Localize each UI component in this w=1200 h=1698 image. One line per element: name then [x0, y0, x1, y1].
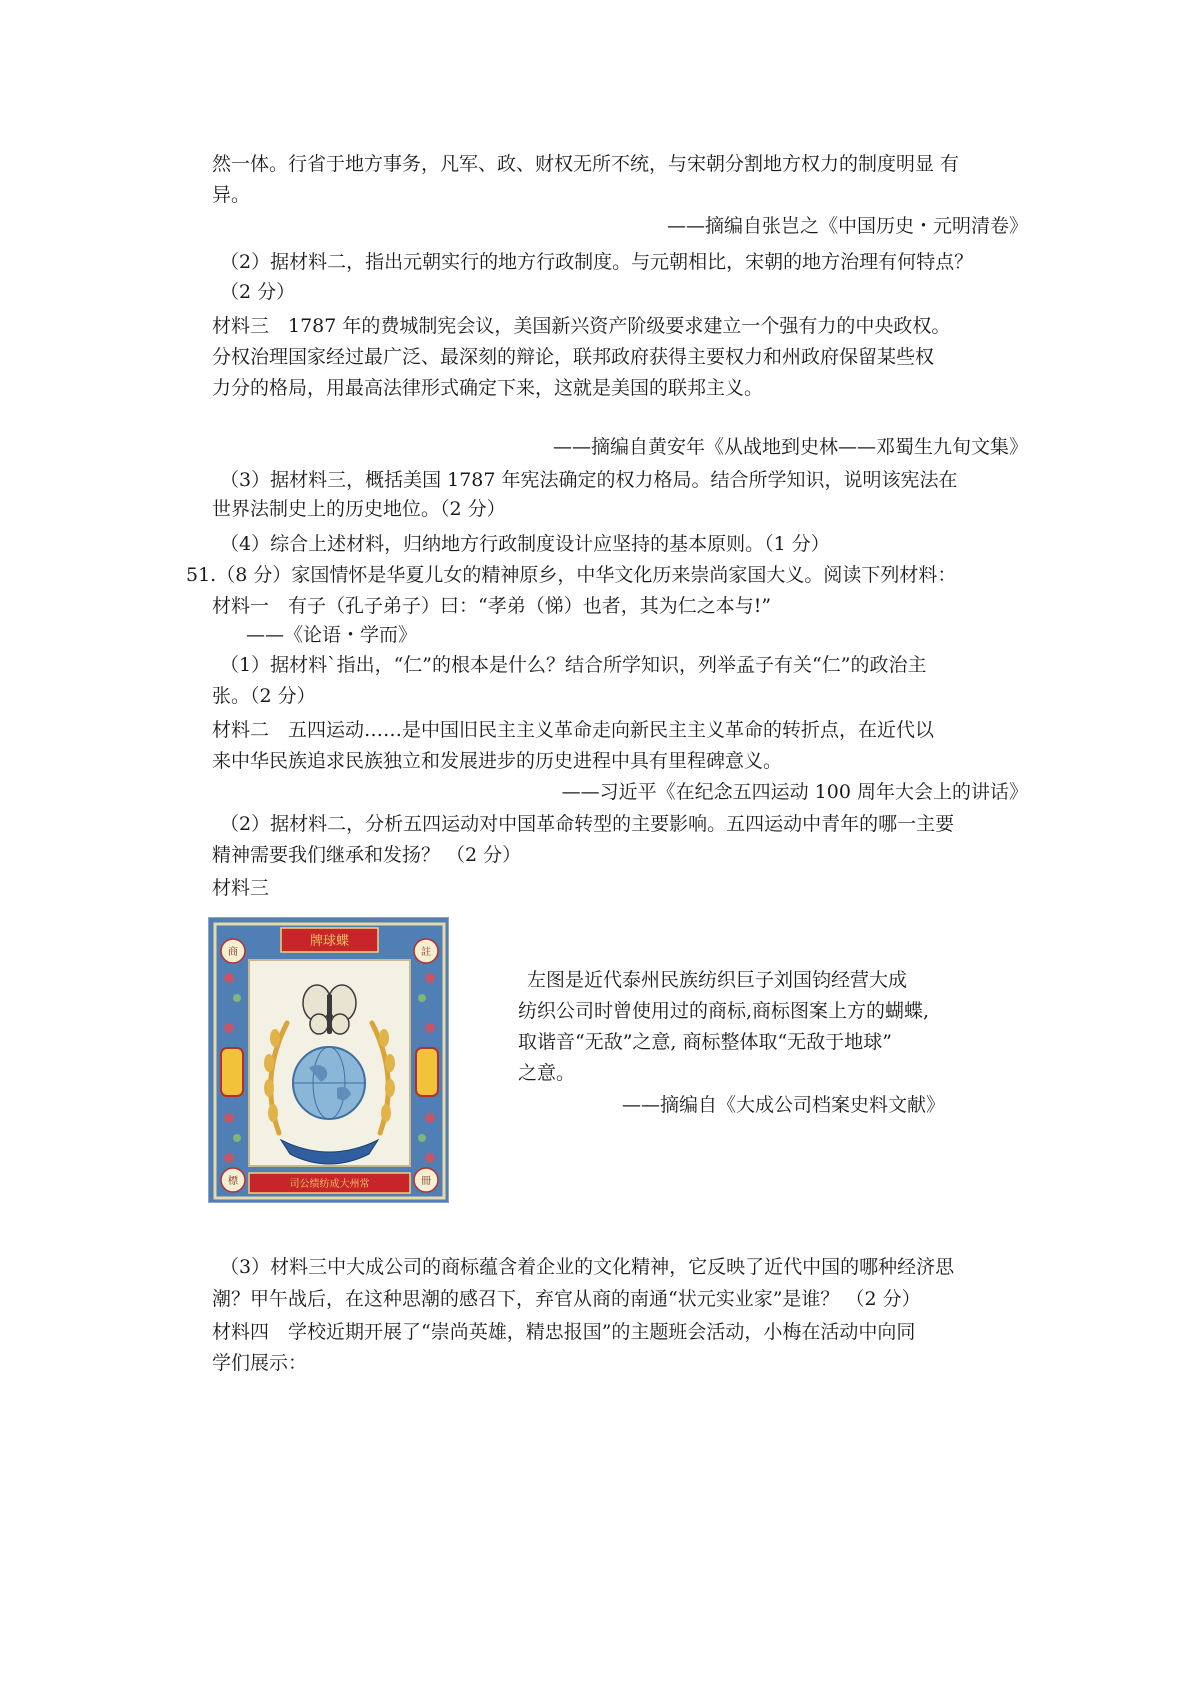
material-2-line: 来中华民族追求民族独立和发展进步的历史进程中具有里程碑意义。: [212, 750, 783, 772]
question-51-1-cont: 张。（2 分）: [212, 685, 316, 707]
material-3-line: 材料三 1787 年的费城制宪会议，美国新兴资产阶级要求建立一个强有力的中央政权。: [212, 315, 951, 337]
caption-source: ——摘编自《大成公司档案史料文献》: [622, 1094, 946, 1116]
trademark-banner-top: 牌球蝶: [309, 934, 350, 949]
material-4-line: 材料四 学校近期开展了“崇尚英雄，精忠报国”的主题班会活动，小梅在活动中向同: [212, 1321, 916, 1343]
question-51-intro: 51.（8 分）家国情怀是华夏儿女的精神原乡，中华文化历来崇尚家国大义。阅读下列材料：: [186, 564, 957, 586]
text-line: 然一体。行省于地方事务，凡军、政、财权无所不统，与宋朝分割地方权力的制度明显 有: [212, 153, 960, 175]
question-51-3: （3）材料三中大成公司的商标蕴含着企业的文化精神，它反映了近代中国的哪种经济思: [220, 1256, 955, 1278]
trademark-image: [208, 917, 449, 1203]
trademark-corner: 標: [228, 1176, 238, 1187]
question-3-cont: 世界法制史上的历史地位。（2 分）: [212, 498, 506, 520]
material-3-label: 材料三: [212, 877, 270, 899]
question-51-2-cont: 精神需要我们继承和发扬？ （2 分）: [212, 844, 522, 866]
question-51-1: （1）据材料`指出，“仁”的根本是什么？结合所学知识，列举孟子有关“仁”的政治主: [220, 654, 927, 676]
source-citation: ——摘编自张岂之《中国历史・元明清卷》: [666, 215, 1028, 237]
trademark-corner: 冊: [421, 1176, 431, 1187]
trademark-illustration: [209, 918, 449, 1203]
question-4: （4）综合上述材料，归纳地方行政制度设计应坚持的基本原则。（1 分）: [220, 533, 830, 555]
source-citation: ——摘编自黄安年《从战地到史林——邓蜀生九旬文集》: [552, 436, 1028, 458]
caption-line: 之意。: [518, 1062, 576, 1084]
material-3-line: 分权治理国家经过最广泛、最深刻的辩论，联邦政府获得主要权力和州政府保留某些权: [212, 346, 935, 368]
question-3: （3）据材料三，概括美国 1787 年宪法确定的权力格局。结合所学知识，说明该宪法在: [220, 469, 958, 491]
material-2-line: 材料二 五四运动……是中国旧民主主义革命走向新民主主义革命的转折点，在近代以: [212, 719, 935, 741]
trademark-corner: 商: [228, 947, 238, 958]
question-2-score: （2 分）: [220, 281, 296, 303]
trademark-banner-bottom: 司公绩纺成大州常: [289, 1179, 370, 1190]
material-3-line: 力分的格局，用最高法律形式确定下来，这就是美国的联邦主义。: [212, 377, 764, 399]
caption-line: 取谐音“无敌”之意, 商标整体取“无敌于地球”: [518, 1031, 892, 1053]
question-51-3-cont: 潮？甲午战后，在这种思潮的感召下，弃官从商的南通“状元实业家”是谁？ （2 分）: [212, 1288, 921, 1310]
material-1-line: 材料一 有子（孔子弟子）曰：“孝弟（悌）也者，其为仁之本与!”: [212, 595, 772, 617]
question-2: （2）据材料二，指出元朝实行的地方行政制度。与元朝相比，宋朝的地方治理有何特点？: [220, 251, 974, 273]
caption-line: 左图是近代泰州民族纺织巨子刘国钧经营大成: [527, 969, 908, 991]
caption-line: 纺织公司时曾使用过的商标,商标图案上方的蝴蝶,: [518, 1000, 930, 1022]
question-51-2: （2）据材料二，分析五四运动对中国革命转型的主要影响。五四运动中青年的哪一主要: [220, 813, 955, 835]
globe-icon: [293, 1047, 365, 1119]
source-citation: ——习近平《在纪念五四运动 100 周年大会上的讲话》: [561, 781, 1028, 803]
text-line: 异。: [212, 184, 251, 206]
source-citation: ——《论语・学而》: [246, 624, 418, 646]
material-4-line: 学们展示：: [212, 1352, 308, 1374]
trademark-corner: 註: [421, 947, 431, 958]
